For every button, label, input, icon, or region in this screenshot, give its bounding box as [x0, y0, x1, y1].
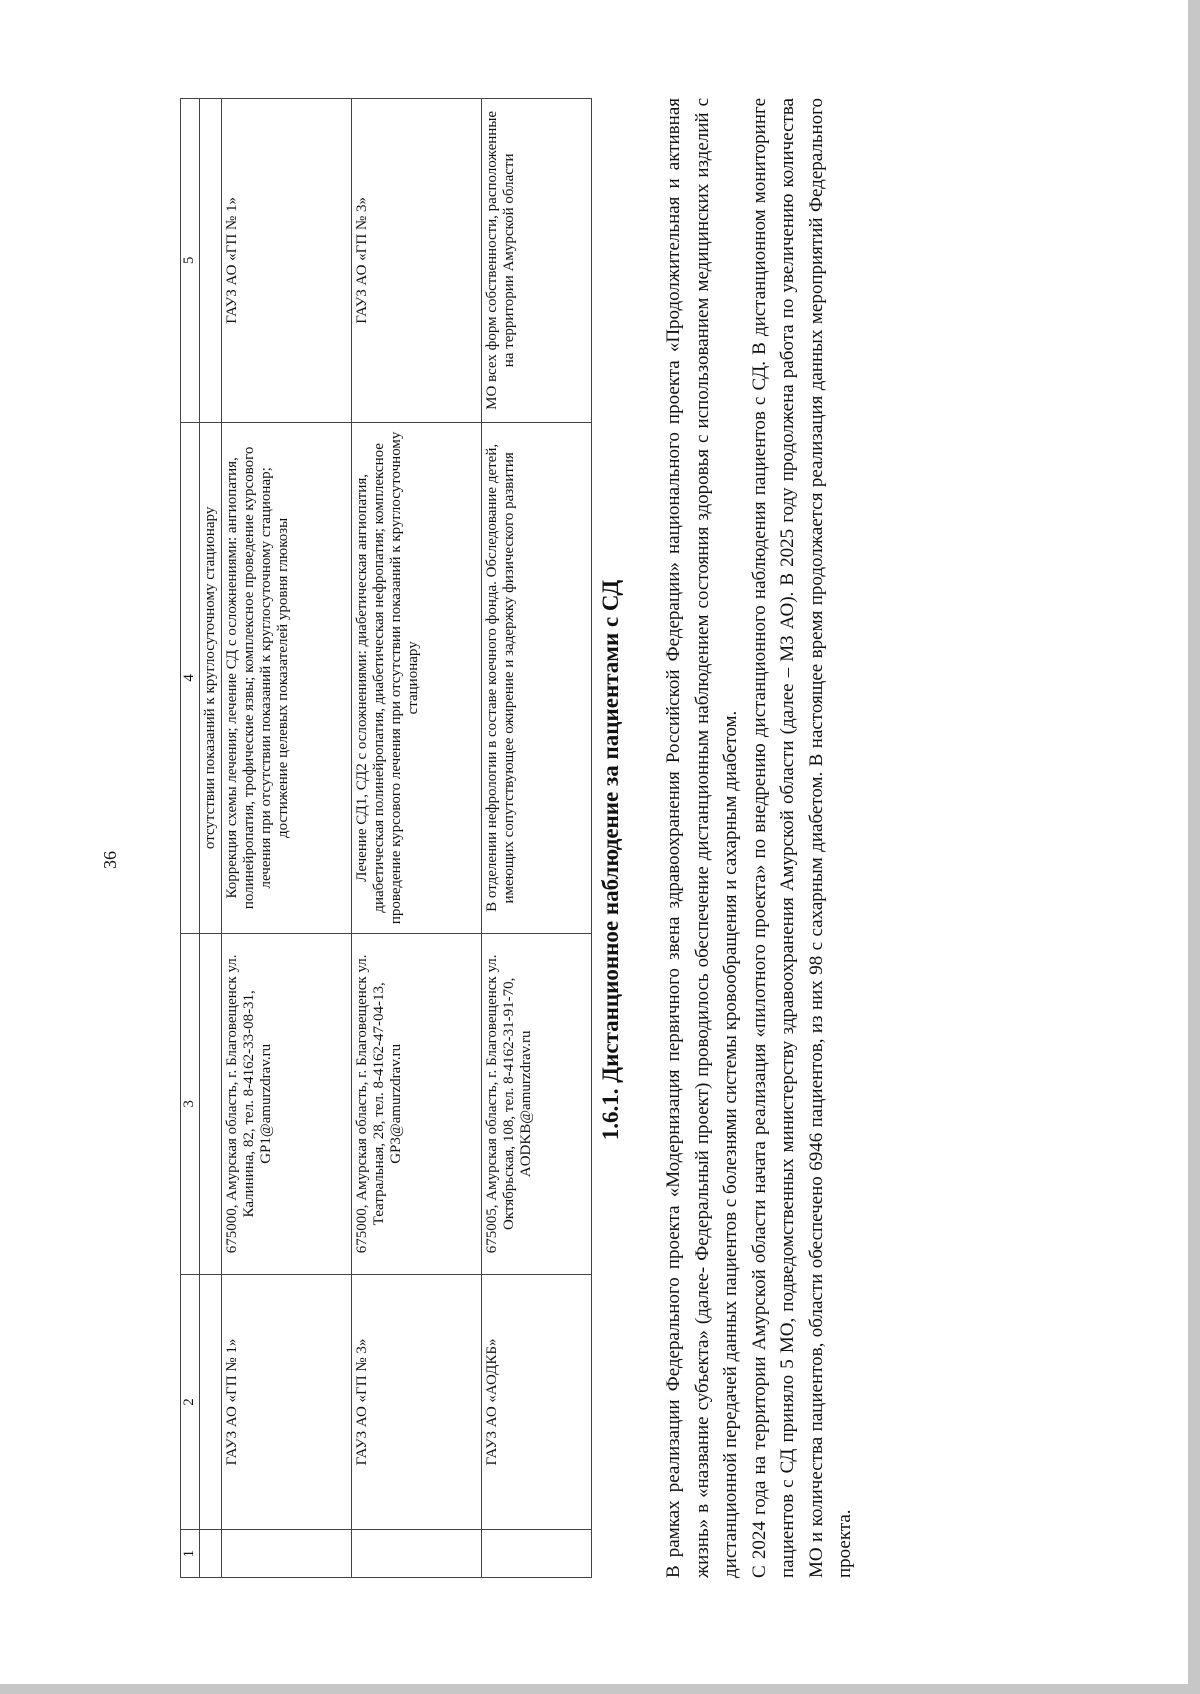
table-cell: ГАУЗ АО «ГП № 1» [222, 1274, 352, 1530]
body-text [660, 98, 860, 1578]
scan-edge-right [1188, 0, 1200, 1694]
table-cell [482, 1530, 592, 1578]
table-cell: 675000, Амурская область, г. Благовещенск ул. Театральная, 28, тел. 8-4162-47-04-13, GP3@amurzdrav.ru [352, 933, 482, 1274]
column-number: 3 [181, 933, 200, 1274]
table-cell [200, 1274, 222, 1530]
table-cell: ГАУЗ АО «ГП № 3» [352, 99, 482, 423]
table-cell [200, 933, 222, 1274]
table-cell: 675000, Амурская область, г. Благовещенск ул. Калинина, 82, тел. 8-4162-33-08-31, GP1@amurzdrav.ru [222, 933, 352, 1274]
table-cell: В отделении нефрологии в составе коечного фонда. Обследование детей, имеющих сопутствующее ожирение и задержку физического развития [482, 422, 592, 933]
table-row [200, 99, 222, 1578]
table-cell [200, 1530, 222, 1578]
table-cell [222, 1530, 352, 1578]
table-cell: ГАУЗ АО «ГП № 3» [352, 1274, 482, 1530]
table-cell: Коррекция схемы лечения; лечение СД с осложнениями: ангиопатия, полинейропатия, трофические язвы; комплексное проведение курсового лечения при отсутствии показаний к круглосуточному стационар; достижение целевых показателей уровня глюкозы [222, 422, 352, 933]
column-number: 4 [181, 422, 200, 933]
section-heading: 1.6.1. Дистанционное наблюдение за пациентами с СД [598, 579, 623, 1141]
table-cell: 675005, Амурская область, г. Благовещенск ул. Октябрьская, 108, тел. 8-4162-31-91-70, AODKB@amurzdrav.ru [482, 933, 592, 1274]
paragraph: В рамках реализации Федерального проекта «Модернизация первичного звена здравоохранения Российской Федерации» национального проекта «Продолжительная и активная жизнь» в «название субъекта» (далее- Федеральный проект) проводилось обеспечение дистанционным наблюдением состояния здоровья с использованием медицинских изделий с дистанционной передачей данных пациентов с болезнями системы кровообращения и сахарным диабетом. [663, 98, 741, 1578]
table-cell: МО всех форм собственности, расположенные на территории Амурской области [482, 99, 592, 423]
rotated-content [100, 90, 1080, 1630]
table-cell [200, 99, 222, 423]
table-header-row [181, 99, 200, 1578]
paragraph: С 2024 года на территории Амурской области начата реализация «пилотного проекта» по внедрению дистанционного наблюдения пациентов с СД. В дистанционном мониторинге пациентов с СД приняло 5 МО, подведомственных министерству здравоохранения Амурской области (далее – МЗ АО). В 2025 году продолжена работа по увеличению количества МО и количества пациентов, области обеспечено 6946 пациентов, из них 98 с сахарным диабетом. В настоящее время продолжается реализация данных мероприятий Федерального проекта. [748, 98, 855, 1578]
table-cell: отсутствии показаний к круглосуточному стационару [200, 422, 222, 933]
table-cell: ГАУЗ АО «ГП № 1» [222, 99, 352, 423]
column-number: 5 [181, 99, 200, 423]
table-cell: Лечение СД1, СД2 с осложнениями: диабетическая ангиопатия, диабетическая полинейропатия, диабетическая нефропатия; комплексное проведение курсового лечения при отсутствии показаний к круглосуточному стационару [352, 422, 482, 933]
table-row [482, 99, 592, 1578]
table-cell: ГАУЗ АО «АОДКБ» [482, 1274, 592, 1530]
table-row [222, 99, 352, 1578]
medical-organizations-table [180, 98, 592, 1578]
column-number: 1 [181, 1530, 200, 1578]
scan-edge-bottom [0, 1684, 1200, 1694]
table-row [352, 99, 482, 1578]
table-cell [352, 1530, 482, 1578]
column-number: 2 [181, 1274, 200, 1530]
page-number: 36 [100, 851, 120, 869]
